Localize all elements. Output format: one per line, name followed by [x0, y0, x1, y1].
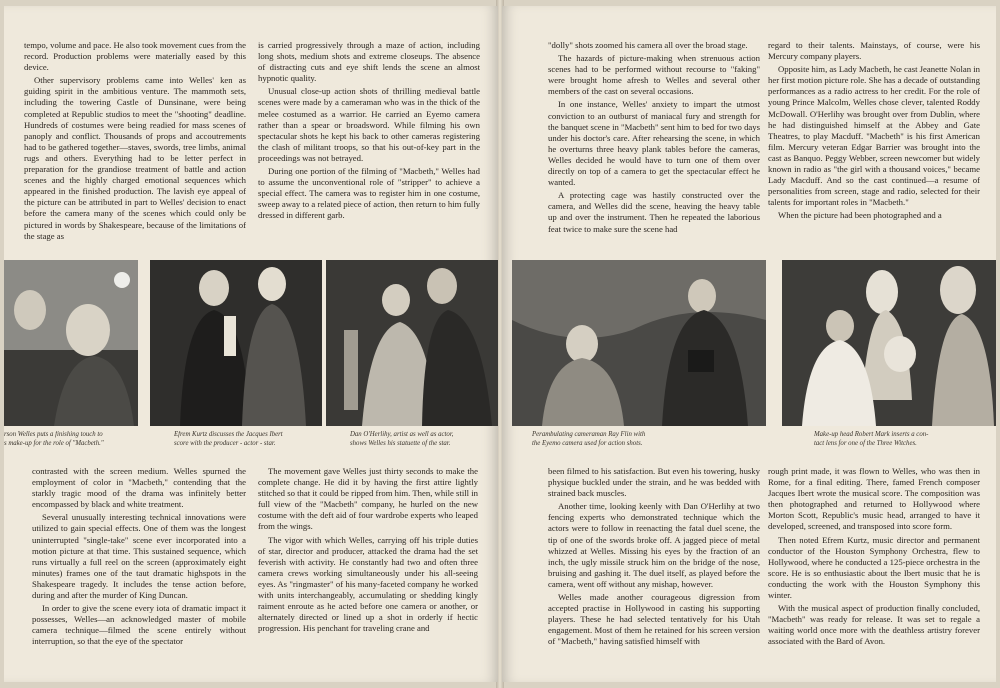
paragraph: Welles made another courageous digression from accepted practise in Hollywood in casting his supporting players. These he had selected tentatively for his Utah engagement. Most of them he retained for his screen version of "Macbeth," having satisfied himself with: [548, 592, 760, 647]
caption-line: Make-up head Robert Mark inserts a con-: [814, 431, 929, 438]
paragraph: rough print made, it was flown to Welles, who was then in Rome, for a final editing. There, famed French composer Jacques Ibert wrote the musical score. The composition was then photographed and returned to Hollywood where Morton Scott, Republic's music head, arranged to have it developed, screened, and transposed into score form.: [768, 466, 980, 532]
paragraph: Opposite him, as Lady Macbeth, he cast Jeanette Nolan in her first motion picture role. She has a decade of outstanding performances as a radio actress to her credit. For the role of young Prince Malcolm, Welles chose clever, talented Roddy McDowall. O'Herlihy was brought over from Dublin, where he had distinguished himself at the Abbey and Gate Theatres, to play Macduff. "Macbeth" is his first American film. Mercury veteran Edgar Barrier was brought into the cast as Banquo. Peggy Webber, screen newcomer but widely known in radio as "the girl with a thousand voices," became Lady Macduff. And so the cast continued—a resume of personalities from screen, stage and radio, selected for their talents for important roles in "Macbeth.": [768, 64, 980, 208]
photo-welles-makeup: [4, 260, 138, 426]
photo-makeup-witches: [782, 260, 996, 426]
paragraph: "dolly" shots zoomed his camera all over the broad stage.: [548, 40, 748, 50]
paragraph: In order to give the scene every iota of dramatic impact it possesses, Welles—an acknowledged master of mobile camera technique—filmed the scene entirely without interruption, so that the eye of the spectator: [32, 603, 246, 647]
paragraph: Unusual close-up action shots of thrilling medieval battle scenes were made by a cameraman who was in the thick of the melee costumed as a warrior. He carried an Eyemo camera rather than a spear or broadsword. While filming his own spectacular shots he kept his back to other cameras registering the clash of militant troops, so that his out-of-key part in the proceedings was not betrayed.: [258, 86, 480, 163]
paragraph: In one instance, Welles' anxiety to impart the utmost conviction to an outburst of maniacal fury and strength for the banquet scene in "Macbeth" sent him to bed for two days under his doctor's care. After rehearsing the scene, in which he overturns three heavy plank tables before the cameras, Welles decided he would have to turn one of them over directly on top of a camera to get the spectacular effect he wanted.: [548, 99, 760, 188]
paragraph: With the musical aspect of production finally concluded, "Macbeth" was ready for release. It was set to regale a waiting world once more with the deathless artistry forever associated with the Bard of Avon.: [768, 603, 980, 647]
left-top-column-2: [258, 40, 480, 252]
right-top-column-2: [768, 40, 980, 266]
caption-photo-3: [350, 431, 496, 448]
caption-line: score with the producer - actor - star.: [174, 439, 276, 447]
paragraph: The movement gave Welles just thirty seconds to make the complete change. He did it by having the first attire lightly stitched so that it could be ripped from him. Then, while still in full view of the "Macbeth" company, he hurled on the new costume with the deft aid of four wardrobe experts who leaped from the wings.: [258, 466, 478, 532]
caption-line: tact lens for one of the Three Witches.: [814, 439, 917, 447]
paragraph: is carried progressively through a maze of action, including long shots, medium shots and extreme closeups. The absence of distracting cuts and eye shift lends the scene an almost hypnotic quality.: [258, 40, 480, 84]
caption-line: the Eyemo camera used for action shots.: [532, 439, 643, 447]
left-bottom-column-2: [258, 466, 478, 678]
caption-photo-4: [532, 431, 752, 448]
paragraph: tempo, volume and pace. He also took movement cues from the record. Production problems were materially eased by this device.: [24, 40, 246, 73]
photo-oherlihy-statuette: [326, 260, 498, 426]
caption-photo-5: [814, 431, 994, 448]
right-page: [502, 6, 996, 682]
right-top-column-1: [548, 40, 760, 252]
caption-line: rson Welles puts a finishing touch to: [4, 431, 103, 438]
paragraph: Several unusually interesting technical innovations were utilized to gain special effects. One of them was the longest uninterrupted "single-take" scene ever incorporated into a motion picture at that time. This sustained sequence, which runs virtually a full reel on the screen (approximately eight minutes) frames one of the taut dramatic highspots in the Shakespeare tragedy. It includes the tense action before, during and after the murder of King Duncan.: [32, 512, 246, 601]
paragraph: During one portion of the filming of "Macbeth," Welles had to assume the unconventional role of "stripper" to achieve a special effect. The camera was to register him in one costume, sweep away to a related piece of action, then return to him fully dressed in different garb.: [258, 166, 480, 221]
left-page: [4, 6, 498, 682]
paragraph: Other supervisory problems came into Welles' ken as guiding spirit in the ambitious venture. The mammoth sets, including the towering Castle of Dunsinane, were being completed at Republic studios to meet the "shooting" deadline. Hundreds of costumes were being readied for mass scenes of panoply and conflict. Thousands of props and accoutrements had to be gathered together—staves, swords, tree limbs, animal rugs and others. Everything had to be letter perfect in preparation for the grandiose treatment of battle and action scenes and the highly charged emotional sequences which appeared in the finished production. The lavish eye appeal of the picture can be attributed in part to Welles' decision to enact before the camera many of the scenes which could only be pictured in words by Shakespeare, because of the limitations of the stage as: [24, 75, 246, 241]
paragraph: When the picture had been photographed and a: [778, 210, 942, 221]
left-bottom-column-1: [32, 466, 246, 678]
paragraph: Then noted Efrem Kurtz, music director and permanent conductor of the Houston Symphony Orchestra, flew to Hollywood, where he conducted a 125-piece orchestra in the score. He is so enthusiastic about the Ibert music that he is conducting the work with the Houston Symphony this winter.: [768, 534, 980, 601]
paragraph: Another time, looking keenly with Dan O'Herlihy at two fencing experts who demonstrated technique which the actors were to follow in reenacting the fatal duel scene, the tip of one of the swords broke off. A jagged piece of metal whizzed at Welles. Missing his eyes by the fraction of an inch, the ugly missile struck him on the bridge of the nose, bruising and gashing it. The duel itself, as played before the camera, went off without any mishap, however.: [548, 501, 760, 589]
right-bottom-column-1: [548, 466, 760, 678]
caption-line: Dan O'Herlihy, artist as well as actor,: [350, 431, 454, 438]
paragraph: been filmed to his satisfaction. But even his towering, husky physique buckled under the strain, and he was bedded with strained back muscles.: [548, 466, 760, 499]
caption-line: Perambulating cameraman Ray Flin with: [532, 431, 646, 438]
caption-line: shows Welles his statuette of the star.: [350, 439, 451, 447]
paragraph: contrasted with the screen medium. Welles spurned the employment of color in "Macbeth," contending that the starkly tragic mood of the drama was infinitely better encompassed by black and white treatment.: [32, 466, 246, 510]
paragraph: The hazards of picture-making when strenuous action scenes had to be performed without recourse to "faking" were brought home afresh to Welles and several other members of the cast on several occasions.: [548, 53, 760, 97]
photo-cameraman-ray-flin: [512, 260, 766, 426]
left-top-column-1: [24, 40, 246, 252]
caption-line: s make-up for the role of "Macbeth.": [4, 439, 104, 447]
photo-kurtz-welles: [150, 260, 322, 426]
right-bottom-column-2: [768, 466, 980, 678]
paragraph: The vigor with which Welles, carrying off his triple duties of star, director and producer, attacked the drama had the set feverish with activity. He constantly had two and often three camera crews working simultaneously under his all-seeing eyes. As "ringmaster" of his many-faceted company he worked with units interchangeably, accumulating or shedding kingly raiment enroute as he acted before one camera or another, or alternately directed or lined up a shot in orderly if hectic progression. His penchant for traveling crane and: [258, 534, 478, 634]
caption-photo-1: [4, 431, 144, 448]
caption-photo-2: [174, 431, 324, 448]
paragraph: regard to their talents. Mainstays, of course, were his Mercury company players.: [768, 40, 980, 62]
paragraph: A protecting cage was hastily constructed over the camera, and Welles did the scene, heaving the heavy table up and over the instrument. Then he repeated the laborious feat twice to make sure the scene had: [548, 190, 760, 234]
caption-line: Efrem Kurtz discusses the Jacques Ibert: [174, 431, 283, 438]
